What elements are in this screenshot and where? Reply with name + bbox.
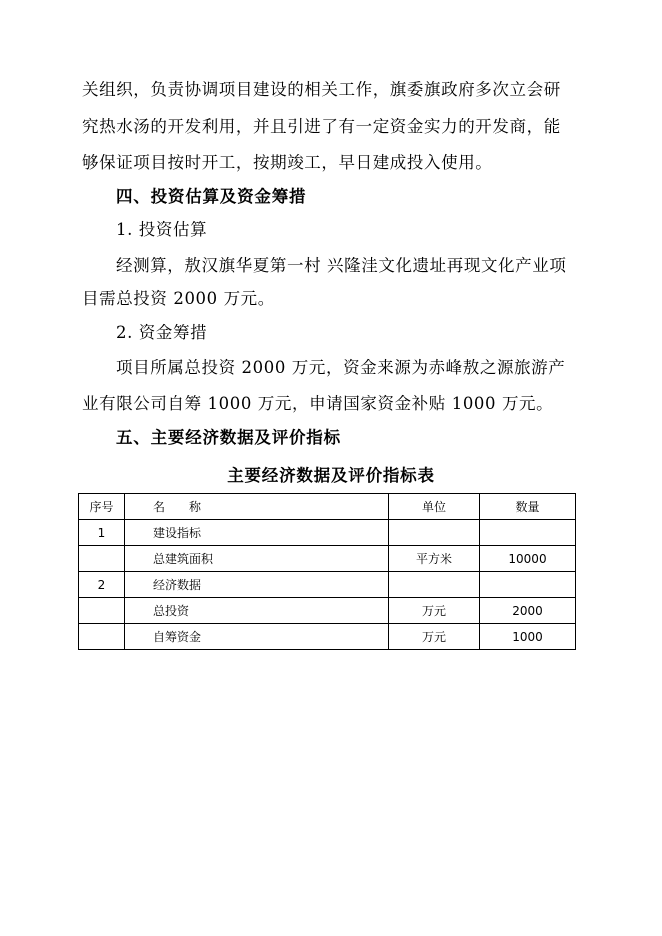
paragraph-line: 究热水汤的开发利用，并且引进了有一定资金实力的开发商，能 bbox=[82, 117, 561, 136]
header-seq: 序号 bbox=[79, 494, 125, 520]
table-row bbox=[79, 598, 576, 624]
cell-unit: 万元 bbox=[389, 624, 480, 650]
paragraph-line: 经测算，敖汉旗华夏第一村 兴隆洼文化遗址再现文化产业项 bbox=[116, 256, 567, 275]
paragraph-line: 够保证项目按时开工，按期竣工，早日建成投入使用。 bbox=[82, 153, 493, 172]
subsection-heading-investment: 1. 投资估算 bbox=[116, 220, 208, 239]
cell-unit: 万元 bbox=[389, 598, 480, 624]
cell-name: 建设指标 bbox=[125, 520, 389, 546]
paragraph-line: 项目所属总投资 2000 万元，资金来源为赤峰敖之源旅游产 bbox=[116, 358, 566, 377]
cell-qty bbox=[480, 520, 576, 546]
paragraph-line: 关组织，负责协调项目建设的相关工作，旗委旗政府多次立会研 bbox=[82, 80, 561, 99]
table-header-row bbox=[79, 494, 576, 520]
cell-seq: 1 bbox=[79, 520, 125, 546]
paragraph-line: 业有限公司自筹 1000 万元，申请国家资金补贴 1000 万元。 bbox=[82, 394, 554, 413]
cell-seq: 2 bbox=[79, 572, 125, 598]
economic-data-table bbox=[78, 493, 576, 650]
cell-name: 总投资 bbox=[125, 598, 389, 624]
header-qty: 数量 bbox=[480, 494, 576, 520]
subsection-heading-funding: 2. 资金筹措 bbox=[116, 323, 208, 342]
cell-qty: 10000 bbox=[480, 546, 576, 572]
section-heading-5: 五、主要经济数据及评价指标 bbox=[116, 428, 341, 447]
cell-name: 经济数据 bbox=[125, 572, 389, 598]
cell-seq bbox=[79, 546, 125, 572]
cell-qty bbox=[480, 572, 576, 598]
cell-unit: 平方米 bbox=[389, 546, 480, 572]
table-row bbox=[79, 520, 576, 546]
table-title: 主要经济数据及评价指标表 bbox=[227, 466, 435, 485]
section-heading-4: 四、投资估算及资金筹措 bbox=[116, 187, 307, 206]
header-unit: 单位 bbox=[389, 494, 480, 520]
cell-name: 总建筑面积 bbox=[125, 546, 389, 572]
cell-seq bbox=[79, 624, 125, 650]
header-name: 名 称 bbox=[125, 494, 389, 520]
cell-qty: 1000 bbox=[480, 624, 576, 650]
table-row bbox=[79, 572, 576, 598]
cell-unit bbox=[389, 572, 480, 598]
table-row bbox=[79, 546, 576, 572]
cell-name: 自筹资金 bbox=[125, 624, 389, 650]
cell-qty: 2000 bbox=[480, 598, 576, 624]
cell-unit bbox=[389, 520, 480, 546]
table-row bbox=[79, 624, 576, 650]
paragraph-line: 目需总投资 2000 万元。 bbox=[82, 289, 275, 308]
cell-seq bbox=[79, 598, 125, 624]
